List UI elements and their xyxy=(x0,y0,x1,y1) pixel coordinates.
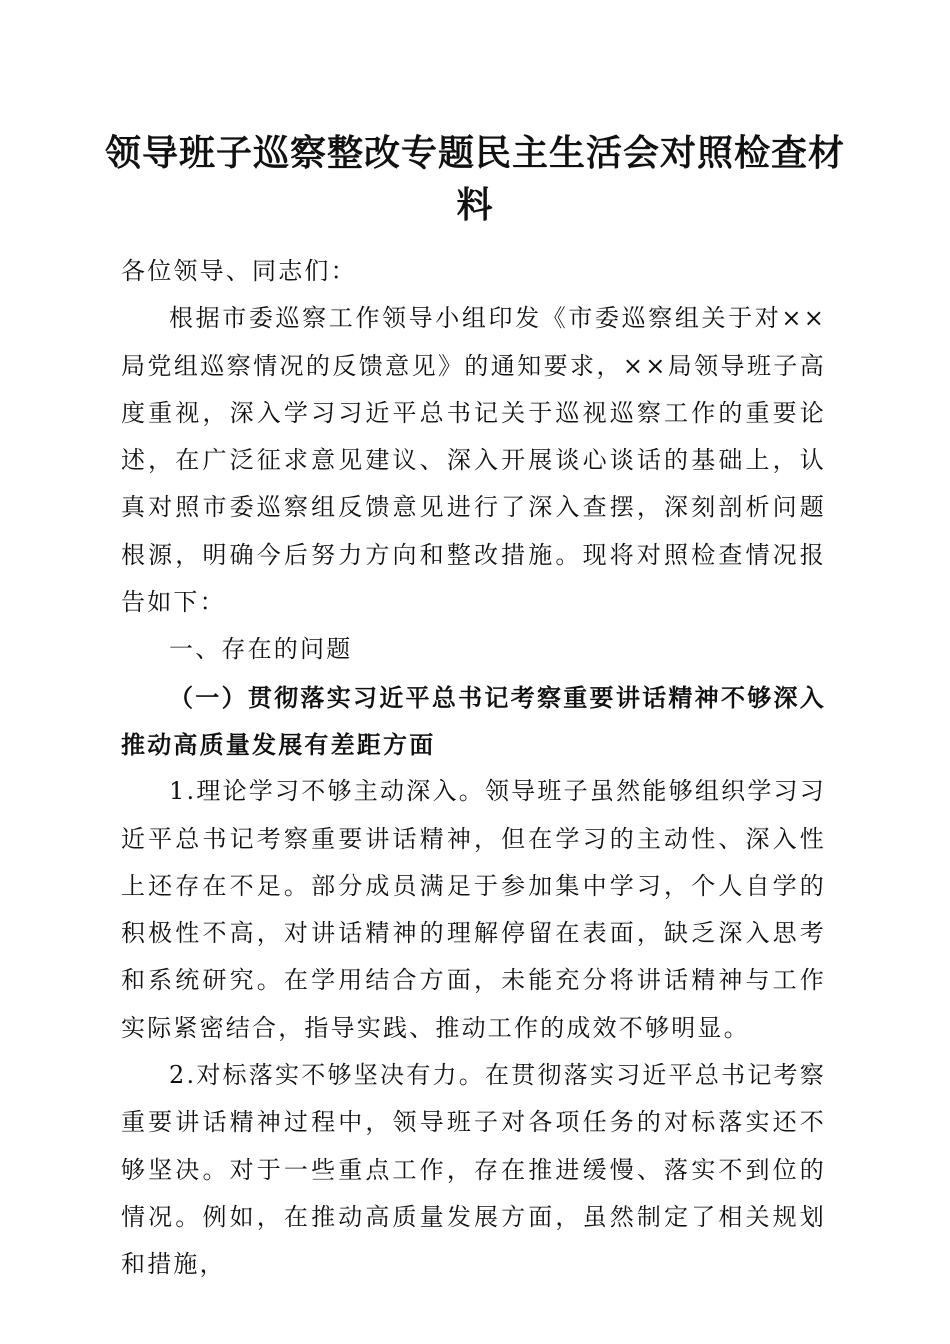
salutation: 各位领导、同志们： xyxy=(121,257,357,285)
section-heading-problems: 一、存在的问题 xyxy=(169,635,353,664)
paragraph-item-2: 2.对标落实不够坚决有力。在贯彻落实习近平总书记考察重要讲话精神过程中，领导班子对各项任务的对标落实还不够坚决。对于一些重点工作，存在推进缓慢、落实不到位的情况。例如，在推动高质量发展方面，虽然制定了相关规划和措施， xyxy=(121,1061,826,1279)
intro-paragraph: 根据市委巡察工作领导小组印发《市委巡察组关于对××局党组巡察情况的反馈意见》的通知要求，××局领导班子高度重视，深入学习习近平总书记关于巡视巡察工作的重要论述，在广泛征求意见建议、深入开展谈心谈话的基础上，认真对照市委巡察组反馈意见进行了深入查摆，深刻剖析问题根源，明确今后努力方向和整改措施。现将对照检查情况报告如下： xyxy=(121,304,826,617)
document-title: 领导班子巡察整改专题民主生活会对照检查材料 xyxy=(104,133,845,226)
document-body xyxy=(121,248,826,1289)
subsection-heading-1: （一）贯彻落实习近平总书记考察重要讲话精神不够深入推动高质量发展有差距方面 xyxy=(121,682,826,759)
paragraph-item-1: 1.理论学习不够主动深入。领导班子虽然能够组织学习习近平总书记考察重要讲话精神，但在学习的主动性、深入性上还存在不足。部分成员满足于参加集中学习，个人自学的积极性不高，对讲话精神的理解停留在表面，缺乏深入思考和系统研究。在学用结合方面，未能充分将讲话精神与工作实际紧密结合，指导实践、推动工作的成效不够明显。 xyxy=(121,777,826,1042)
